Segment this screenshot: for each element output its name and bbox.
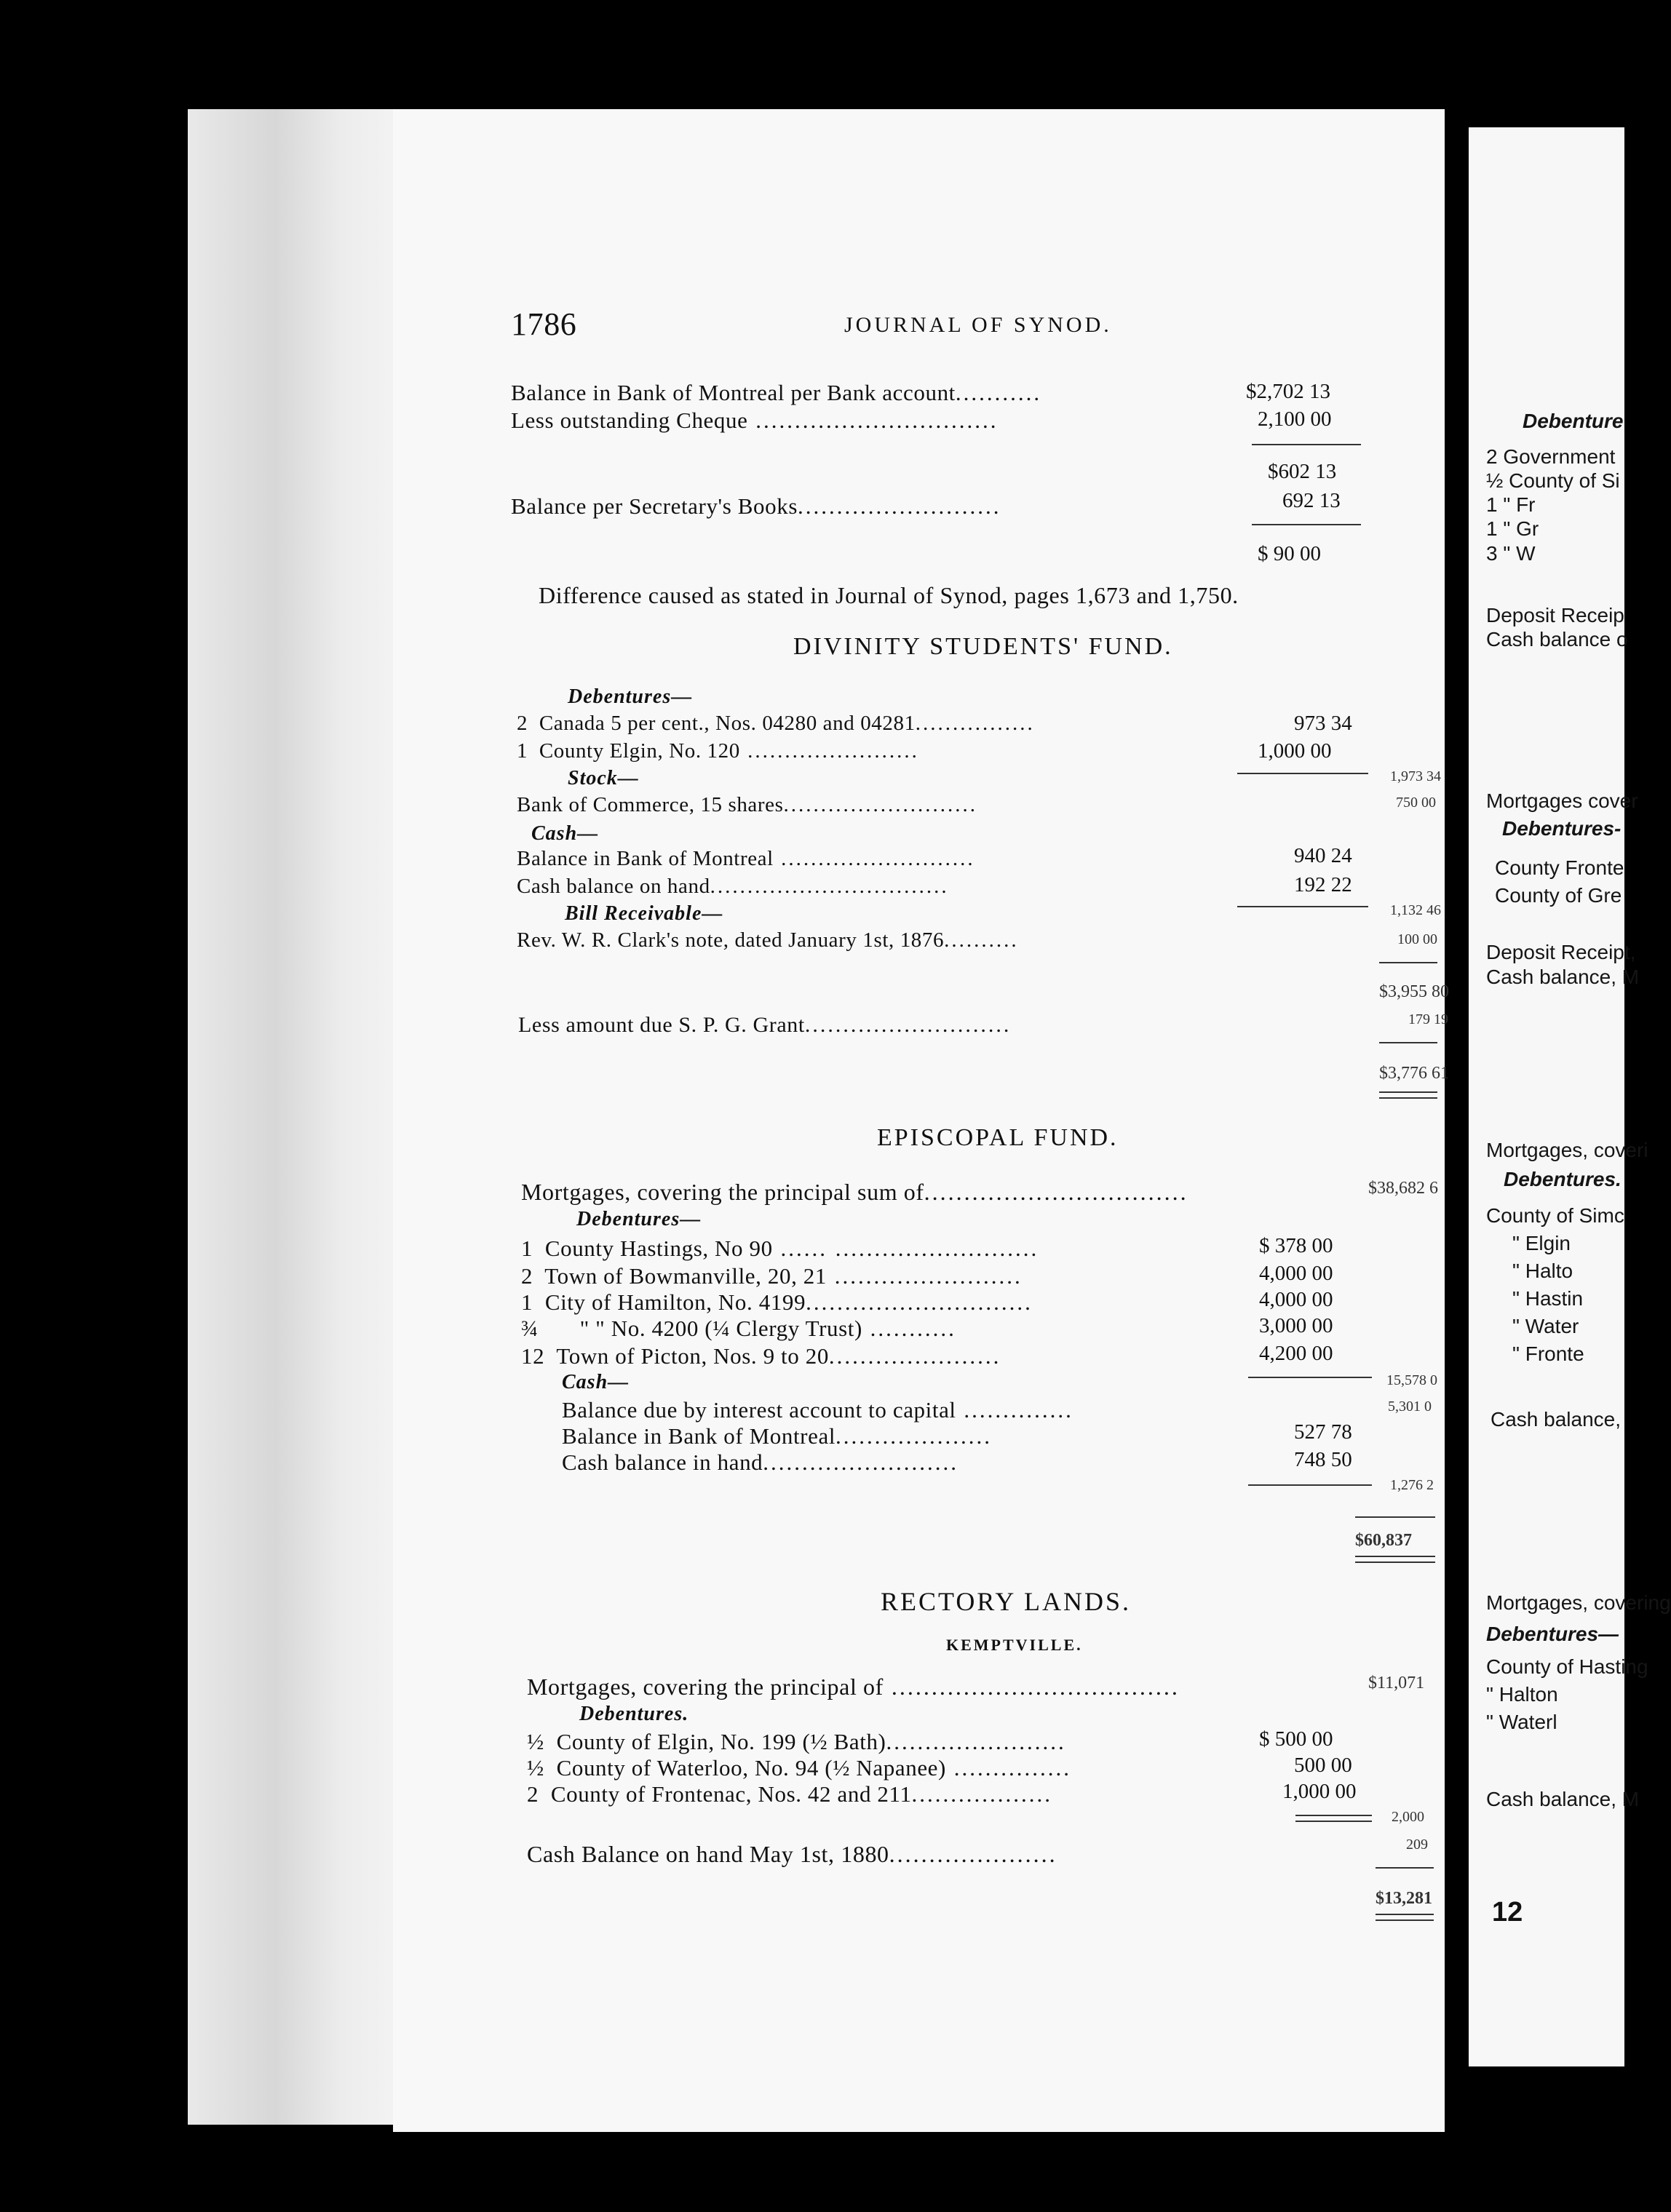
episcopal-interest: Balance due by interest account to capital .............. — [562, 1397, 1073, 1423]
rule — [1379, 962, 1437, 963]
facing-line: County of Simc — [1486, 1204, 1624, 1227]
episcopal-debenture-2-amount: 4,000 00 — [1259, 1262, 1333, 1285]
facing-line: ½ County of Si — [1486, 469, 1620, 492]
rectory-cash-total: 209 — [1406, 1837, 1428, 1853]
facing-line: Cash balance, M — [1486, 1788, 1640, 1810]
episcopal-cash-label: Cash— — [562, 1371, 630, 1393]
recon-note: Difference caused as stated in Journal of Synod, pages 1,673 and 1,750. — [539, 582, 1239, 608]
rectory-debentures-total: 2,000 — [1392, 1809, 1424, 1825]
divinity-debenture-2-amount: 1,000 00 — [1258, 739, 1332, 763]
divinity-less-total: 179 19 — [1408, 1011, 1448, 1027]
facing-line: 1 " Fr — [1486, 493, 1536, 516]
double-rule — [1355, 1556, 1435, 1563]
episcopal-debenture-4-amount: 3,000 00 — [1259, 1314, 1333, 1337]
rectory-mortgages: Mortgages, covering the principal of .................................... — [527, 1674, 1180, 1700]
episcopal-debentures-label: Debentures— — [576, 1208, 702, 1230]
episcopal-debenture-1-amount: $ 378 00 — [1259, 1234, 1333, 1257]
divinity-less-line: Less amount due S. P. G. Grant........................... — [518, 1013, 1012, 1037]
rule — [1379, 1042, 1437, 1043]
divinity-stock-total: 750 00 — [1396, 795, 1436, 811]
facing-line: Mortgages, coveri — [1486, 1139, 1648, 1161]
facing-line: Debentures. — [1504, 1168, 1622, 1190]
page-number: 1786 — [511, 306, 577, 342]
facing-line: County Fronte — [1495, 856, 1624, 879]
book-page-edge — [188, 109, 406, 2125]
facing-page-number: 12 — [1492, 1897, 1523, 1927]
episcopal-debenture-4: ¾ " " No. 4200 (¼ Clergy Trust) ........... — [521, 1316, 956, 1341]
facing-line: County of Hasting — [1486, 1655, 1648, 1678]
rectory-lands-subtitle: KEMPTVILLE. — [946, 1636, 1083, 1654]
divinity-debentures-label: Debentures— — [568, 685, 693, 708]
episcopal-mortgages: Mortgages, covering the principal sum of................................. — [521, 1179, 1188, 1205]
facing-line: " Halto — [1512, 1260, 1573, 1282]
divinity-cash-label: Cash— — [531, 822, 599, 845]
facing-line: Cash balance o — [1486, 628, 1628, 651]
facing-line: 3 " W — [1486, 542, 1536, 565]
episcopal-debenture-5-amount: 4,200 00 — [1259, 1342, 1333, 1365]
facing-line: Debentures- — [1502, 817, 1622, 840]
rectory-lands-title: RECTORY LANDS. — [881, 1587, 1132, 1616]
facing-line: " Elgin — [1512, 1232, 1571, 1254]
divinity-cash-1-amount: 940 24 — [1294, 844, 1352, 867]
divinity-cash-1: Balance in Bank of Montreal .......................... — [517, 847, 975, 870]
episcopal-debenture-3: 1 City of Hamilton, No. 4199............................. — [521, 1289, 1033, 1315]
divinity-sum: $3,955 80 — [1379, 982, 1449, 1001]
recon-line-4-amount: 692 13 — [1282, 489, 1341, 512]
facing-line: " Halton — [1486, 1683, 1558, 1706]
episcopal-debenture-2: 2 Town of Bowmanville, 20, 21 ........................ — [521, 1263, 1023, 1289]
double-rule — [1376, 1914, 1434, 1921]
recon-line-1-label: Balance in Bank of Montreal per Bank account........... — [511, 380, 1042, 405]
facing-line: Cash balance, — [1491, 1408, 1622, 1431]
facing-line: Mortgages, covering — [1486, 1591, 1671, 1614]
page-title: JOURNAL OF SYNOD. — [844, 313, 1112, 337]
divinity-bill-line: Rev. W. R. Clark's note, dated January 1st, 1876.......... — [517, 928, 1019, 952]
rule — [1252, 524, 1361, 525]
episcopal-debenture-5: 12 Town of Picton, Nos. 9 to 20...................... — [521, 1343, 1001, 1369]
rule — [1237, 773, 1368, 774]
recon-line-2-label: Less outstanding Cheque ............................... — [511, 407, 999, 433]
episcopal-fund-title: EPISCOPAL FUND. — [877, 1124, 1119, 1151]
rectory-debenture-3-amount: 1,000 00 — [1282, 1780, 1357, 1803]
rectory-debenture-2-amount: 500 00 — [1294, 1754, 1352, 1777]
episcopal-interest-total: 5,301 0 — [1388, 1399, 1432, 1415]
rectory-debenture-2: ½ County of Waterloo, No. 94 (½ Napanee) ............... — [527, 1755, 1071, 1781]
facing-line: Mortgages cover — [1486, 789, 1638, 812]
divinity-cash-total: 1,132 46 — [1390, 902, 1441, 918]
facing-line: County of Gre — [1495, 884, 1622, 907]
divinity-debenture-1: 2 Canada 5 per cent., Nos. 04280 and 04281................ — [517, 712, 1035, 735]
divinity-debenture-2: 1 County Elgin, No. 120 ....................... — [517, 739, 919, 763]
divinity-debenture-1-amount: 973 34 — [1294, 712, 1352, 735]
rectory-debentures-label: Debentures. — [579, 1703, 689, 1725]
divinity-fund-title: DIVINITY STUDENTS' FUND. — [793, 633, 1173, 660]
rule — [1248, 1484, 1372, 1486]
episcopal-cash-2-amount: 748 50 — [1294, 1448, 1352, 1471]
facing-line: Debentures— — [1486, 1623, 1619, 1645]
rectory-debenture-1-amount: $ 500 00 — [1259, 1727, 1333, 1751]
episcopal-grand-total: $60,837 — [1355, 1531, 1412, 1550]
divinity-cash-2-amount: 192 22 — [1294, 873, 1352, 896]
facing-line: Debenture — [1523, 410, 1624, 432]
divinity-stock-label: Stock— — [568, 767, 639, 789]
episcopal-cash-2: Cash balance in hand......................... — [562, 1449, 959, 1475]
recon-line-1-amount: $2,702 13 — [1246, 380, 1330, 403]
facing-page — [1469, 127, 1671, 2066]
rule — [1376, 1867, 1434, 1869]
divinity-stock-line: Bank of Commerce, 15 shares.......................... — [517, 793, 978, 816]
recon-line-4-label: Balance per Secretary's Books.......................... — [511, 493, 1001, 519]
double-rule — [1379, 1091, 1437, 1099]
divinity-bill-label: Bill Receivable— — [565, 902, 723, 925]
recon-line-2-amount: 2,100 00 — [1258, 407, 1332, 431]
rectory-grand-total: $13,281 — [1376, 1889, 1432, 1908]
episcopal-cash-total: 1,276 2 — [1390, 1477, 1434, 1493]
recon-line-3-amount: $602 13 — [1268, 460, 1337, 483]
facing-line: 2 Government — [1486, 445, 1616, 468]
facing-line: " Fronte — [1512, 1342, 1584, 1365]
rule — [1252, 444, 1361, 445]
facing-line: " Water — [1512, 1315, 1579, 1337]
episcopal-debenture-1: 1 County Hastings, No 90 ...... .......................... — [521, 1236, 1039, 1261]
rectory-debenture-1: ½ County of Elgin, No. 199 (½ Bath)....................... — [527, 1729, 1066, 1754]
rule — [1355, 1516, 1435, 1518]
episcopal-cash-1-amount: 527 78 — [1294, 1420, 1352, 1444]
episcopal-debentures-total: 15,578 0 — [1386, 1372, 1437, 1388]
rectory-debenture-3: 2 County of Frontenac, Nos. 42 and 211.................. — [527, 1781, 1053, 1807]
facing-line: Cash balance, M — [1486, 966, 1640, 988]
rule — [1237, 906, 1368, 907]
facing-line: 1 " Gr — [1486, 517, 1539, 540]
divinity-bill-total: 100 00 — [1397, 931, 1437, 947]
divinity-cash-2: Cash balance on hand................................ — [517, 875, 949, 898]
divinity-debentures-total: 1,973 34 — [1390, 768, 1441, 784]
rectory-cash-line: Cash Balance on hand May 1st, 1880..................... — [527, 1841, 1057, 1867]
recon-line-5-amount: $ 90 00 — [1258, 542, 1321, 565]
episcopal-debenture-3-amount: 4,000 00 — [1259, 1288, 1333, 1311]
episcopal-cash-1: Balance in Bank of Montreal.................... — [562, 1423, 993, 1449]
facing-line: " Waterl — [1486, 1711, 1557, 1733]
episcopal-mortgages-total: $38,682 6 — [1368, 1179, 1438, 1198]
rule — [1248, 1377, 1372, 1378]
facing-line: Deposit Receipt, — [1486, 941, 1636, 963]
facing-line: Deposit Receip — [1486, 604, 1624, 626]
facing-line: " Hastin — [1512, 1287, 1584, 1310]
rectory-mortgages-total: $11,071 — [1368, 1674, 1425, 1692]
double-rule — [1295, 1815, 1372, 1822]
divinity-net: $3,776 61 — [1379, 1064, 1449, 1083]
